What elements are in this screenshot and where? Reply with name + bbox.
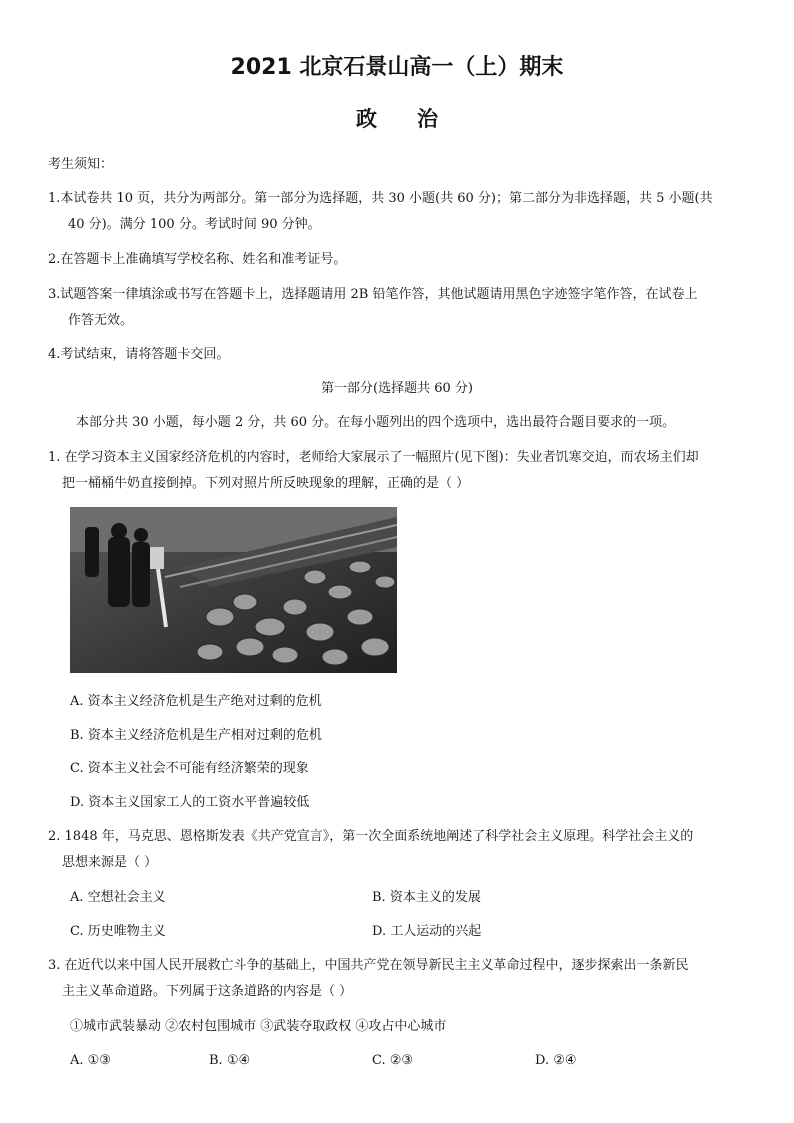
- q3-option-b: B. ①④: [209, 1053, 251, 1068]
- page-title: 2021 北京石景山高一（上）期末: [230, 55, 564, 80]
- part1-heading: 第一部分(选择题共 60 分): [321, 381, 473, 396]
- notice-item-3-line-2: 作答无效。: [68, 313, 134, 328]
- q3-option-a: A. ①③: [70, 1053, 111, 1068]
- q2-stem-line-2: 思想来源是（ ）: [62, 855, 158, 870]
- q1-stem-line-2: 把一桶桶牛奶直接倒掉。下列对照片所反映现象的理解，正确的是（ ）: [62, 476, 470, 491]
- notice-item-2: 2.在答题卡上准确填写学校名称、姓名和准考证号。: [48, 252, 347, 267]
- q1-option-d: D. 资本主义国家工人的工资水平普遍较低: [70, 795, 310, 810]
- q2-option-d: D. 工人运动的兴起: [372, 924, 482, 939]
- notice-item-3-line-1: 3.试题答案一律填涂或书写在答题卡上，选择题请用 2B 铅笔作答，其他试题请用黑色字迹签字笔作答，在试卷上: [48, 287, 698, 302]
- q3-option-d: D. ②④: [535, 1053, 577, 1068]
- q1-photo-milk-dumping: [70, 507, 397, 673]
- q2-stem-line-1: 2. 1848 年，马克思、恩格斯发表《共产党宣言》，第一次全面系统地阐述了科学社会主义原理。科学社会主义的: [48, 829, 694, 844]
- q1-option-c: C. 资本主义社会不可能有经济繁荣的现象: [70, 761, 309, 776]
- q1-stem-line-1: 1. 在学习资本主义国家经济危机的内容时，老师给大家展示了一幅照片(见下图)：失业者饥寒交迫，而农场主们却: [48, 450, 699, 465]
- q2-option-a: A. 空想社会主义: [70, 890, 166, 905]
- q2-option-b: B. 资本主义的发展: [372, 890, 481, 905]
- q3-stem-line-2: 主主义革命道路。下列属于这条道路的内容是（ ）: [62, 984, 353, 999]
- subject-title: 政治: [356, 107, 478, 131]
- q3-option-c: C. ②③: [372, 1053, 414, 1068]
- q2-option-c: C. 历史唯物主义: [70, 924, 166, 939]
- q1-option-a: A. 资本主义经济危机是生产绝对过剩的危机: [70, 694, 322, 709]
- notice-item-4: 4.考试结束，请将答题卡交回。: [48, 347, 230, 362]
- notice-heading: 考生须知：: [48, 157, 114, 172]
- part1-instructions: 本部分共 30 小题，每小题 2 分，共 60 分。在每小题列出的四个选项中，选出最符合题目要求的一项。: [76, 415, 676, 430]
- notice-item-1-line-1: 1.本试卷共 10 页，共分为两部分。第一部分为选择题，共 30 小题(共 60 分)；第二部分为非选择题，共 5 小题(共: [48, 191, 713, 206]
- q3-stem-line-1: 3. 在近代以来中国人民开展救亡斗争的基础上，中国共产党在领导新民主主义革命过程中，逐步探索出一条新民: [48, 958, 689, 973]
- notice-item-1-line-2: 40 分)。满分 100 分。考试时间 90 分钟。: [68, 217, 321, 232]
- q3-statements: ①城市武装暴动 ②农村包围城市 ③武装夺取政权 ④攻占中心城市: [70, 1019, 447, 1034]
- q1-option-b: B. 资本主义经济危机是生产相对过剩的危机: [70, 728, 322, 743]
